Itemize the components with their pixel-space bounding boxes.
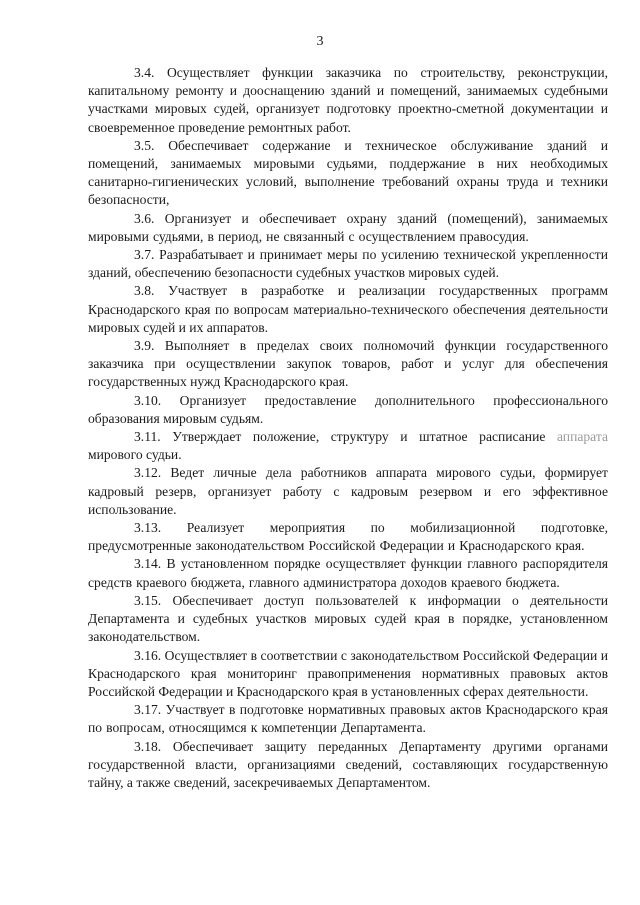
paragraph-3-12: 3.12. Ведет личные дела работников аппарата мирового судьи, формирует кадровый резерв, организует работу с кадровым резервом и его эффективное использование. xyxy=(88,465,608,517)
paragraph-3-16: 3.16. Осуществляет в соответствии с законодательством Российской Федерации и Краснодарского края мониторинг правоприменения нормативных правовых актов Российской Федерации и Краснодарского края в установленных сферах деятельности. xyxy=(88,647,608,699)
paragraph-3-14: 3.14. В установленном порядке осуществляет функции главного распорядителя средств краевого бюджета, главного администратора доходов краевого бюджета. xyxy=(88,556,608,590)
paragraph-3-5: 3.5. Обеспечивает содержание и техническое обслуживание зданий и помещений, занимаемых мировыми судьями, поддержание в них необходимых санитарно-гигиенических условий, выполнение требований охраны труда и техники безопасности, xyxy=(88,137,608,208)
paragraph-3-11-faded: аппарата xyxy=(556,429,608,445)
page-number: 3 xyxy=(316,34,324,49)
paragraph-3-6: 3.6. Организует и обеспечивает охрану зданий (помещений), занимаемых мировыми судьями, в период, не связанный с осуществлением правосудия. xyxy=(88,210,608,244)
paragraph-3-11-main: 3.11. Утверждает положение, структуру и штатное расписание xyxy=(134,429,557,445)
document-body xyxy=(88,64,608,792)
paragraph-3-9: 3.9. Выполняет в пределах своих полномочий функции государственного заказчика при осуществлении закупок товаров, работ и услуг для обеспечения государственных нужд Краснодарского края. xyxy=(88,338,608,390)
paragraph-3-13: 3.13. Реализует мероприятия по мобилизационной подготовке, предусмотренные законодательством Российской Федерации и Краснодарского края. xyxy=(88,520,608,554)
paragraph-3-15: 3.15. Обеспечивает доступ пользователей к информации о деятельности Департамента и судебных участков мировых судей края в порядке, установленном законодательством. xyxy=(88,592,608,645)
paragraph-3-17: 3.17. Участвует в подготовке нормативных правовых актов Краснодарского края по вопросам, относящимся к компетенции Департамента. xyxy=(88,702,608,736)
paragraph-3-7: 3.7. Разрабатывает и принимает меры по усилению технической укрепленности зданий, обеспечению безопасности судебных участков мировых судей. xyxy=(88,247,608,281)
paragraph-3-11-tail: мирового судьи. xyxy=(88,447,182,463)
paragraph-3-10: 3.10. Организует предоставление дополнительного профессионального образования мировым судьям. xyxy=(88,392,608,426)
paragraph-3-18: 3.18. Обеспечивает защиту переданных Департаменту другими органами государственной власти, организациями сведений, составляющих государственную тайну, а также сведений, засекречиваемых Департаментом. xyxy=(88,738,608,790)
paragraph-3-11 xyxy=(88,428,608,464)
paragraph-3-8: 3.8. Участвует в разработке и реализации государственных программ Краснодарского края по вопросам материально-технического обеспечения деятельности мировых судей и их аппаратов. xyxy=(88,283,608,335)
paragraph-3-4: 3.4. Осуществляет функции заказчика по строительству, реконструкции, капитальному ремонту и дооснащению зданий и помещений, занимаемых судебными участками мировых судей, организует подготовку проектно-сметной документации и своевременное проведение ремонтных работ. xyxy=(88,65,608,135)
